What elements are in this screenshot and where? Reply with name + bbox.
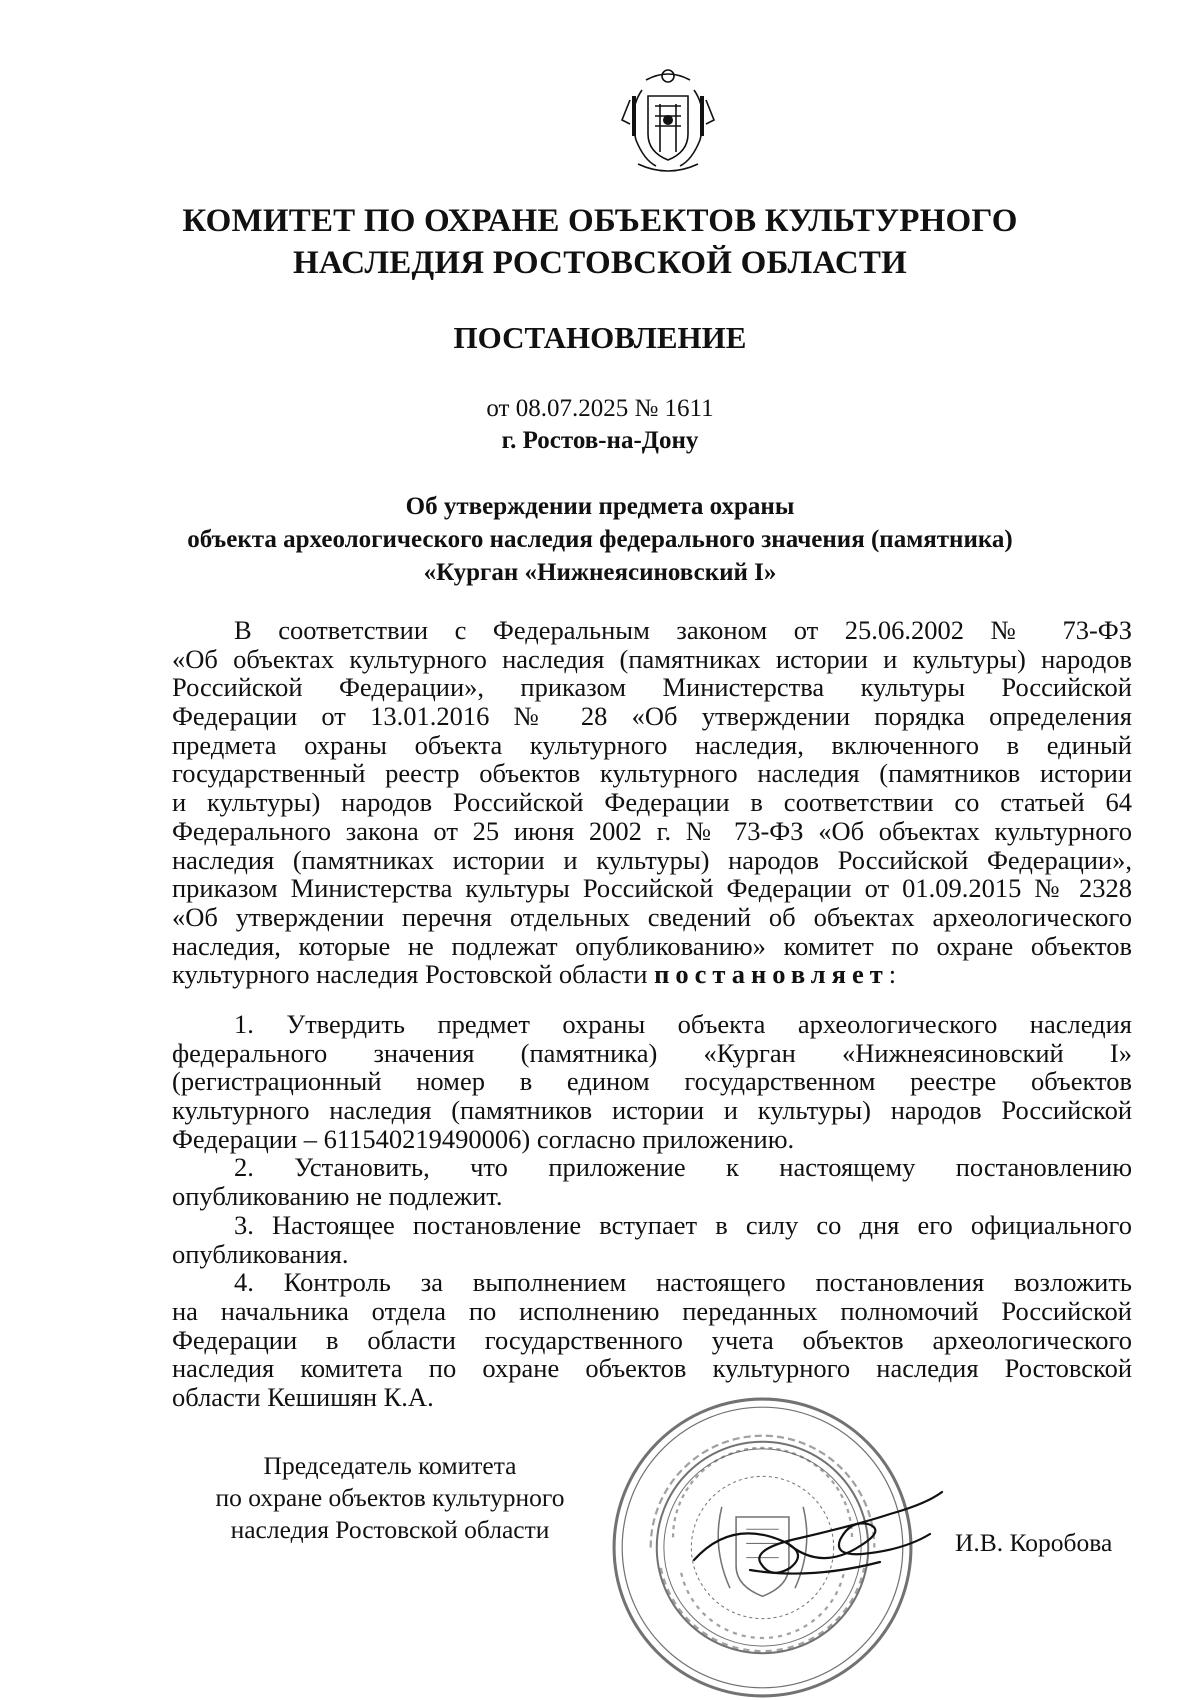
signatory-title <box>160 1450 620 1546</box>
document-city: г. Ростов-на-Дону <box>501 427 699 454</box>
signatory-title-line-2: по охране объектов культурного <box>215 1483 565 1512</box>
subject-line-1: Об утверждении предмета охраны <box>405 493 795 520</box>
subject-line-3: «Курган «Нижнеясиновский I» <box>423 559 777 586</box>
item-1-line: 1. Утвердить предмет охраны объекта археологического наследия <box>234 1009 1132 1039</box>
item-1-line: федерального значения (памятника) «Курган «Нижнеясиновский I» <box>172 1037 1132 1068</box>
item-4-line: наследия комитета по охране объектов культурного наследия Ростовской <box>172 1353 1132 1384</box>
item-4-line: 4. Контроль за выполнением настоящего постановления возложить <box>234 1267 1132 1298</box>
organization-title-line-1: КОМИТЕТ ПО ОХРАНЕ ОБЪЕКТОВ КУЛЬТУРНОГО <box>182 203 1018 239</box>
preamble-last-line <box>172 960 1132 989</box>
preamble-line: государственный реестр объектов культурного наследия (памятников истории <box>172 758 1132 789</box>
resolves-word: постановляет <box>654 959 889 990</box>
item-3-line: 3. Настоящее постановление вступает в силу со дня его официального <box>234 1209 1132 1240</box>
item-3-line: опубликования. <box>172 1238 349 1269</box>
organization-title <box>150 200 1050 284</box>
subject-line-2: объекта археологического наследия федерального значения (памятника) <box>187 526 1013 553</box>
preamble-line: Федерации от 13.01.2016 № 28 «Об утверждении порядка определения <box>172 701 1132 732</box>
preamble-last-text: культурного наследия Ростовской области <box>172 959 648 990</box>
resolution-items <box>172 1010 1132 1412</box>
signatory-name: И.В. Коробова <box>955 1528 1113 1557</box>
organization-title-line-2: НАСЛЕДИЯ РОСТОВСКОЙ ОБЛАСТИ <box>293 245 907 281</box>
item-4-line: области Кешишян К.А. <box>172 1381 434 1412</box>
item-4-line: Федерации в области государственного учета объектов археологического <box>172 1324 1132 1355</box>
preamble-paragraph <box>172 616 1132 989</box>
signatory-title-line-3: наследия Ростовской области <box>230 1515 550 1544</box>
preamble-line: «Об объектах культурного наследия (памятниках истории и культуры) народов <box>172 643 1132 674</box>
item-2-line: опубликованию не подлежит. <box>172 1181 503 1212</box>
document-date-number: от 08.07.2025 № 1611 <box>486 395 714 422</box>
resolves-colon: : <box>888 959 897 990</box>
preamble-line: приказом Министерства культуры Российской Федерации от 01.09.2015 № 2328 <box>172 873 1132 904</box>
item-1-line: культурного наследия (памятников истории и культуры) народов Российской <box>172 1095 1132 1126</box>
coat-of-arms-icon <box>608 60 728 180</box>
handwritten-signature-icon <box>690 1480 950 1590</box>
preamble-line: предмета охраны объекта культурного наследия, включенного в единый <box>172 729 1132 760</box>
preamble-line: Российской Федерации», приказом Министерства культуры Российской <box>172 672 1132 703</box>
item-2-line: 2. Установить, что приложение к настоящему постановлению <box>234 1152 1132 1183</box>
preamble-line: «Об утверждении перечня отдельных сведений об объектах археологического <box>172 901 1132 932</box>
document-subject <box>100 490 1100 589</box>
preamble-line: наследия, которые не подлежат опубликованию» комитет по охране объектов <box>172 930 1132 961</box>
preamble-line: Федерального закона от 25 июня 2002 г. № 73-ФЗ «Об объектах культурного <box>172 815 1132 846</box>
preamble-line: и культуры) народов Российской Федерации в соответствии со статьей 64 <box>172 787 1132 818</box>
item-1-line: (регистрационный номер в едином государственном реестре объектов <box>172 1066 1132 1097</box>
signatory-title-line-1: Председатель комитета <box>263 1451 517 1480</box>
preamble-line: наследия (памятниках истории и культуры) народов Российской Федерации», <box>172 844 1132 875</box>
item-4-line: на начальника отдела по исполнению переданных полномочий Российской <box>172 1295 1132 1326</box>
document-type: ПОСТАНОВЛЕНИЕ <box>453 320 747 355</box>
item-1-line: Федерации – 611540219490006) согласно приложению. <box>172 1123 795 1154</box>
preamble-line: В соответствии с Федеральным законом от 25.06.2002 № 73-ФЗ <box>234 615 1132 645</box>
